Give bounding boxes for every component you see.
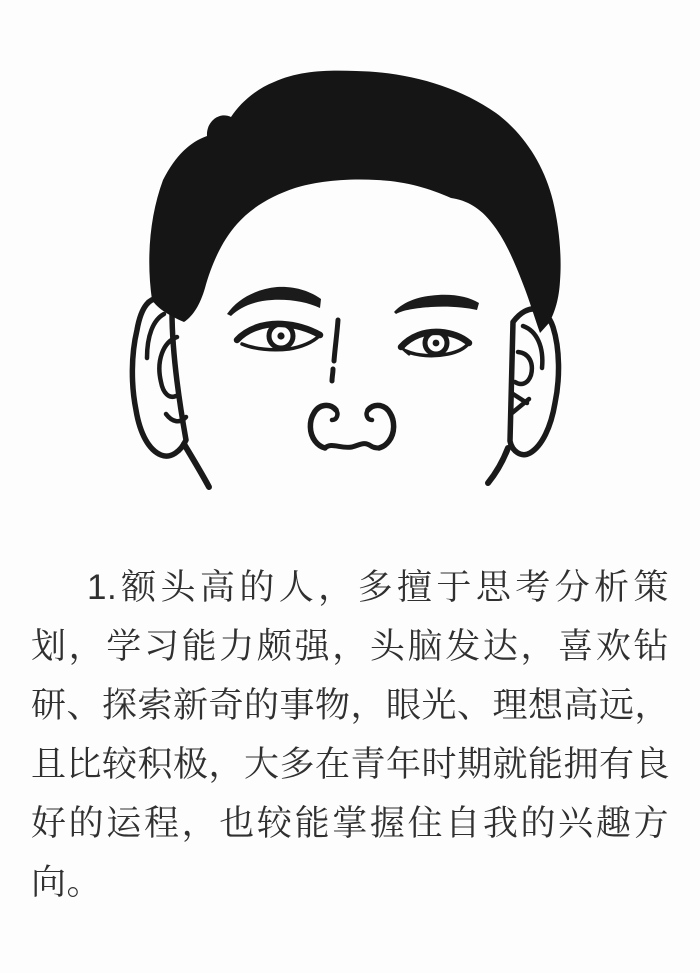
right-jaw-line — [488, 448, 508, 483]
left-ear-illustration — [132, 299, 186, 456]
text-line-2: 划，学习能力颇强，头脑发达，喜欢钻 — [31, 627, 669, 666]
text-line-3: 研、探索新奇的事物，眼光、理想高远， — [31, 686, 671, 725]
right-eyebrow-illustration — [394, 295, 479, 314]
article-paragraph — [31, 558, 669, 912]
text-line-1: 1.额头高的人，多擅于思考分析策 — [87, 568, 669, 607]
left-eye-illustration — [237, 324, 320, 350]
hair-illustration — [149, 71, 560, 333]
right-ear-illustration — [510, 309, 559, 455]
right-eye-illustration — [401, 332, 469, 356]
nose-illustration — [310, 405, 393, 448]
nose-bridge-line — [332, 320, 338, 381]
text-line-4: 且比较积极，大多在青年时期就能拥有良 — [31, 745, 671, 784]
text-line-6: 向。 — [31, 863, 103, 902]
left-jaw-line — [184, 444, 209, 487]
left-eyebrow-illustration — [227, 287, 321, 316]
text-line-5: 好的运程，也较能掌握住自我的兴趣方 — [31, 804, 669, 843]
